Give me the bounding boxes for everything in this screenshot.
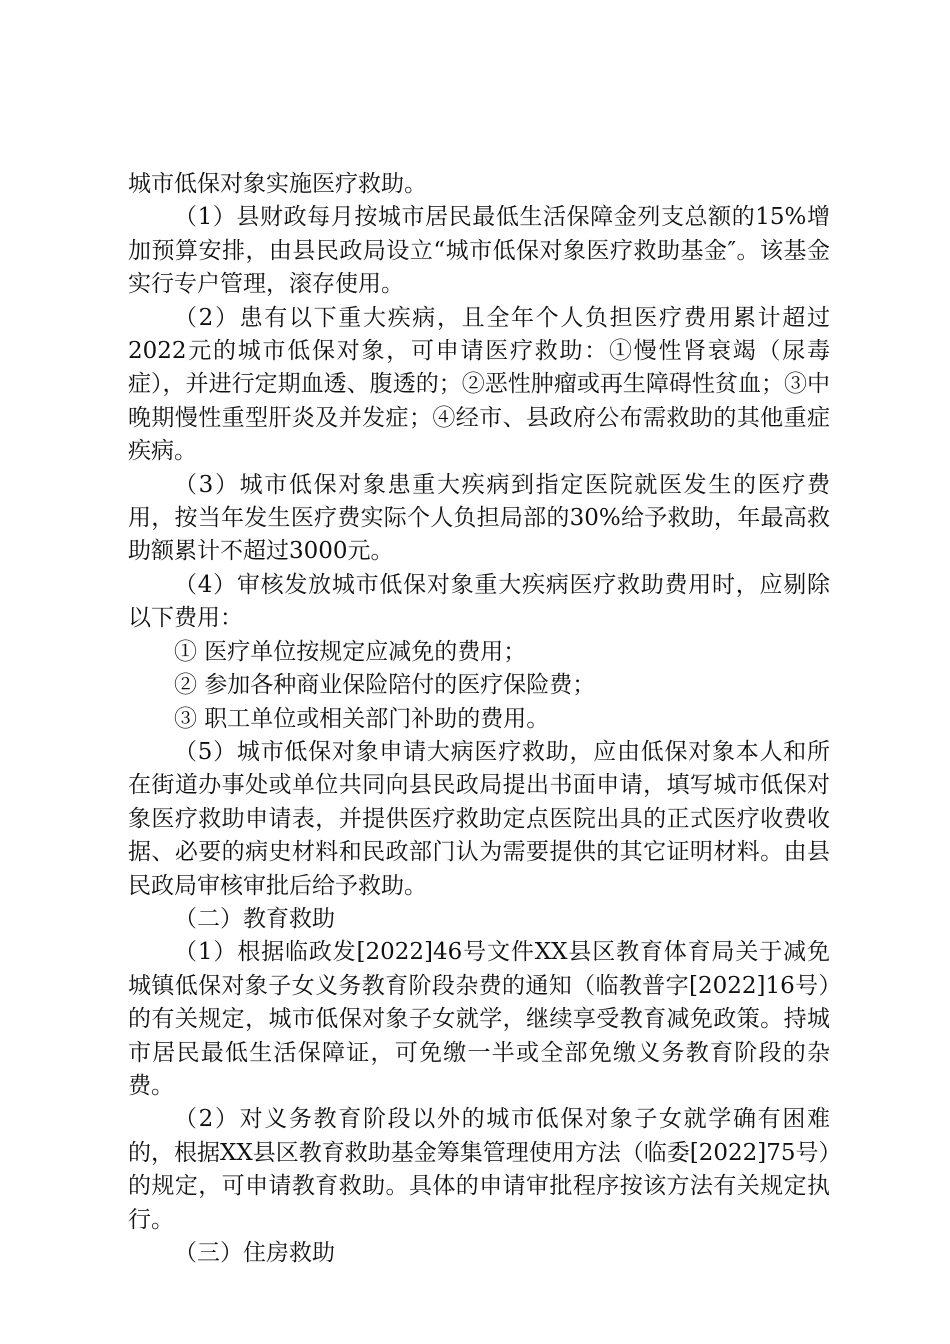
section-heading-housing: （三）住房救助	[174, 1240, 335, 1266]
paragraph-exclusions: （4）审核发放城市低保对象重大疾病医疗救助费用时，应剔除以下费用：	[128, 571, 830, 632]
document-page	[128, 168, 830, 1270]
paragraph-major-diseases: （2）患有以下重大疾病，且全年个人负担医疗费用累计超过2022元的城市低保对象，可申请医疗救助：①慢性肾衰竭（尿毒症），并进行定期血透、腹透的；②恶性肿瘤或再生障碍性贫血；③中晚期慢性重型肝炎及并发症；④经市、县政府公布需救助的其他重症疾病。	[128, 304, 830, 465]
list-item-exclusion-3: ③ 职工单位或相关部门补助的费用。	[174, 705, 550, 732]
list-item-exclusion-1: ① 医疗单位按规定应减免的费用；	[174, 638, 527, 665]
paragraph-education-1: （1）根据临政发[2022]46号文件XX县区教育体育局关于减免城镇低保对象子女义务教育阶段杂费的通知（临教普字[2022]16号）的有关规定，城市低保对象子女就学，继续享受教育减免政策。持城市居民最低生活保障证，可免缴一半或全部免缴义务教育阶段的杂费。	[128, 939, 830, 1099]
paragraph-application: （5）城市低保对象申请大病医疗救助，应由低保对象本人和所在街道办事处或单位共同向县民政局提出书面申请，填写城市低保对象医疗救助申请表，并提供医疗救助定点医院出具的正式医疗收费收据、必要的病史材料和民政部门认为需要提供的其它证明材料。由县民政局审核审批后给予救助。	[128, 738, 830, 899]
section-heading-education: （二）教育救助	[174, 905, 335, 932]
paragraph-medical-fund: （1）县财政每月按城市居民最低生活保障金列支总额的15%增加预算安排，由县民政局设立“城市低保对象医疗救助基金″。该基金实行专户管理，滚存使用。	[128, 204, 830, 298]
list-item-exclusion-2: ② 参加各种商业保险陪付的医疗保险费；	[174, 672, 596, 699]
paragraph-education-2: （2）对义务教育阶段以外的城市低保对象子女就学确有困难的，根据XX县区教育救助基金筹集管理使用方法（临委[2022]75号）的规定，可申请教育救助。具体的申请审批程序按该方法有关规定执行。	[128, 1106, 830, 1233]
paragraph-continuation: 城市低保对象实施医疗救助。	[128, 171, 427, 197]
paragraph-medical-rate: （3）城市低保对象患重大疾病到指定医院就医发生的医疗费用，按当年发生医疗费实际个人负担局部的30%给予救助，年最高救助额累计不超过3000元。	[128, 471, 830, 565]
